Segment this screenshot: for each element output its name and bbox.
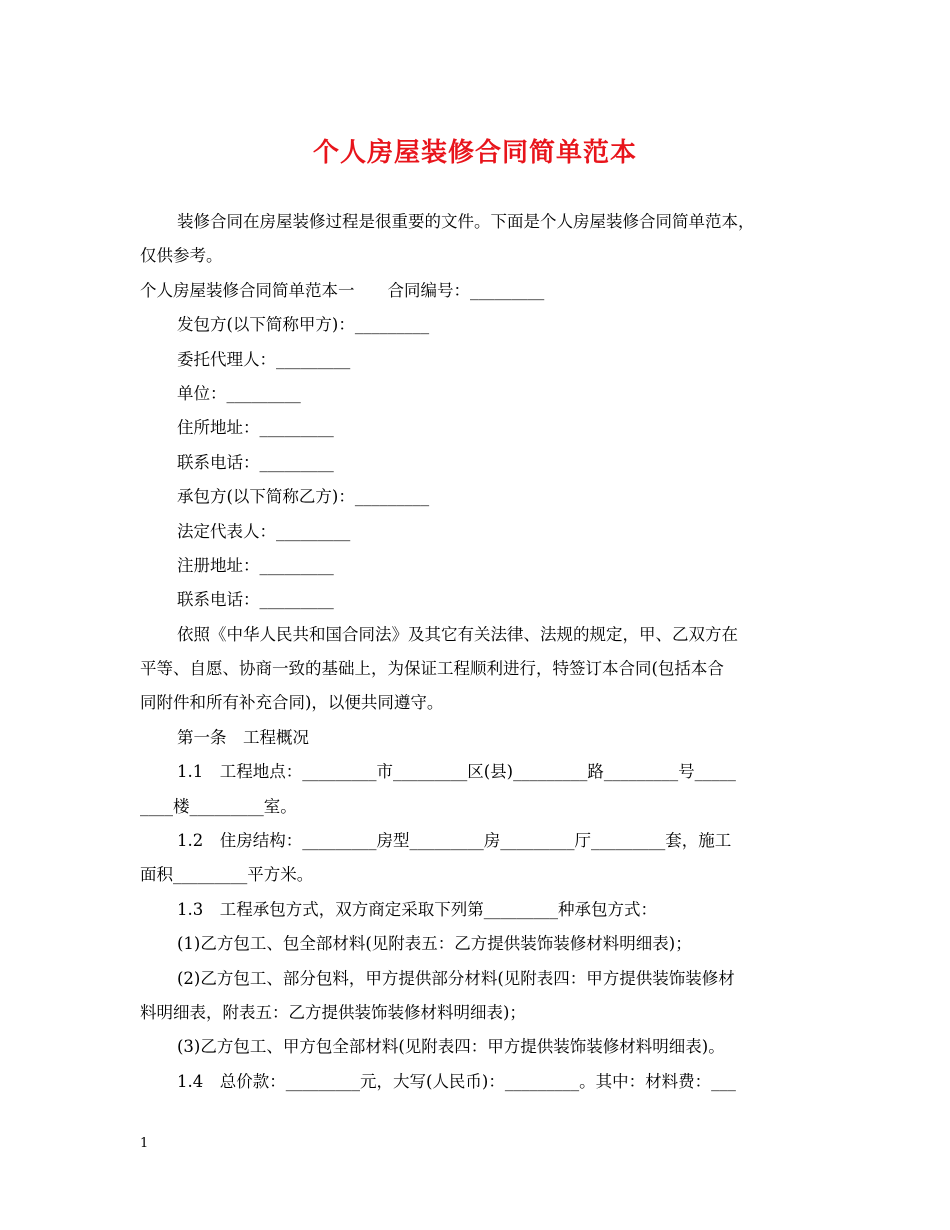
contract-line: 第一条 工程概况	[177, 727, 309, 747]
contract-body	[140, 205, 820, 1099]
contract-line: 同附件和所有补充合同)，以便共同遵守。	[140, 693, 444, 713]
contract-line: 1.1 工程地点：_________市_________区(县)_________路_________号_____	[177, 762, 736, 782]
contract-line: 仅供参考。	[140, 246, 223, 266]
page-number: 1	[140, 1136, 149, 1151]
contract-line: (3)乙方包工、甲方包全部材料(见附表四：甲方提供装饰装修材料明细表)。	[177, 1037, 725, 1057]
contract-line: 住所地址：_________	[177, 418, 334, 438]
contract-line: 发包方(以下简称甲方)：_________	[177, 315, 430, 335]
contract-line: 依照《中华人民共和国合同法》及其它有关法律、法规的规定，甲、乙双方在	[177, 624, 738, 644]
contract-line: 1.2 住房结构：_________房型_________房_________厅_________套，施工	[177, 831, 732, 851]
contract-line: (1)乙方包工、包全部材料(见附表五：乙方提供装饰装修材料明细表)；	[177, 934, 692, 954]
contract-line: 注册地址：_________	[177, 555, 334, 575]
contract-line: 承包方(以下简称乙方)：_________	[177, 487, 430, 507]
contract-line: 个人房屋装修合同简单范本一 合同编号：_________	[140, 280, 545, 300]
contract-line: (2)乙方包工、部分包料，甲方提供部分材料(见附表四：甲方提供装饰装修材	[177, 968, 735, 988]
contract-line: 平等、自愿、协商一致的基础上，为保证工程顺利进行，特签订本合同(包括本合	[140, 659, 724, 679]
contract-line: ____楼_________室。	[140, 796, 297, 816]
contract-line: 单位：_________	[177, 383, 301, 403]
contract-line: 委托代理人：_________	[177, 349, 351, 369]
contract-line: 面积_________平方米。	[140, 865, 314, 885]
contract-line: 联系电话：_________	[177, 452, 334, 472]
contract-line: 1.3 工程承包方式，双方商定采取下列第_________种承包方式：	[177, 899, 657, 919]
contract-line: 1.4 总价款：_________元，大写(人民币)：_________。其中：材料费：___	[177, 1071, 736, 1091]
contract-line: 法定代表人：_________	[177, 521, 351, 541]
page-title: 个人房屋装修合同简单范本	[312, 138, 637, 168]
contract-line: 料明细表，附表五：乙方提供装饰装修材料明细表)；	[140, 1002, 526, 1022]
contract-line: 装修合同在房屋装修过程是很重要的文件。下面是个人房屋装修合同简单范本，	[177, 212, 755, 231]
contract-line: 联系电话：_________	[177, 590, 334, 610]
